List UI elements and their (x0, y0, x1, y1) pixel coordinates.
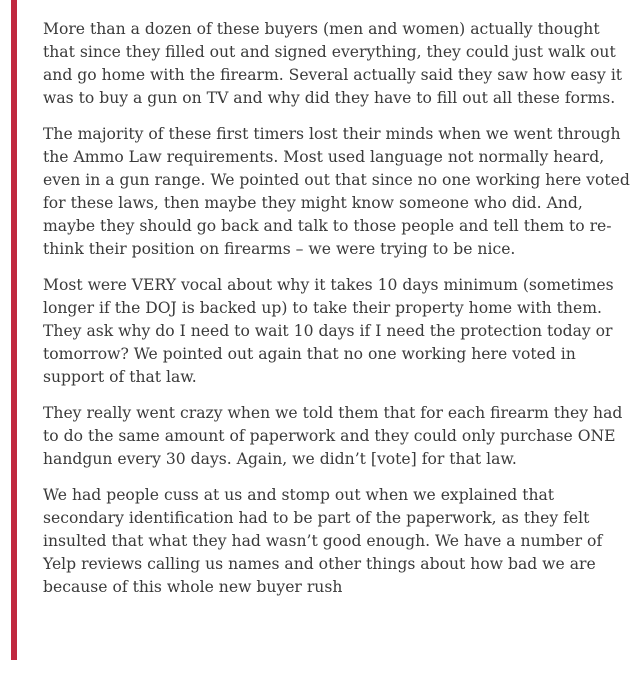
quote-paragraph-1: More than a dozen of these buyers (men and women) actually thought that since they filled out and signed everything, they could just walk out and go home with the firearm. Several actually said they saw how easy it was to buy a gun on TV and why did they have to fill out all these forms. (43, 20, 623, 107)
blockquote (43, 18, 631, 612)
quote-paragraph-4: They really went crazy when we told them that for each firearm they had to do the same amount of paperwork and they could only purchase ONE handgun every 30 days. Again, we didn’t [vote] for that law. (43, 404, 623, 468)
quote-paragraph-3: Most were VERY vocal about why it takes 10 days minimum (sometimes longer if the DOJ is backed up) to take their property home with them. They ask why do I need to wait 10 days if I need the protection today or tomorrow? We pointed out again that no one working here voted in support of that law. (43, 276, 614, 386)
quote-paragraph-2: The majority of these first timers lost their minds when we went through the Ammo Law requirements. Most used language not normally heard, even in a gun range. We pointed out that since no one working here voted for these laws, then maybe they might know someone who did. And, maybe they should go back and talk to those people and tell them to re-think their position on firearms – we were trying to be nice. (43, 125, 630, 258)
quote-paragraph-5: We had people cuss at us and stomp out when we explained that secondary identification had to be part of the paperwork, as they felt insulted that what they had wasn’t good enough. We have a number of Yelp reviews calling us names and other things about how bad we are because of this whole new buyer rush (43, 486, 603, 596)
blockquote-accent-bar (11, 0, 17, 660)
